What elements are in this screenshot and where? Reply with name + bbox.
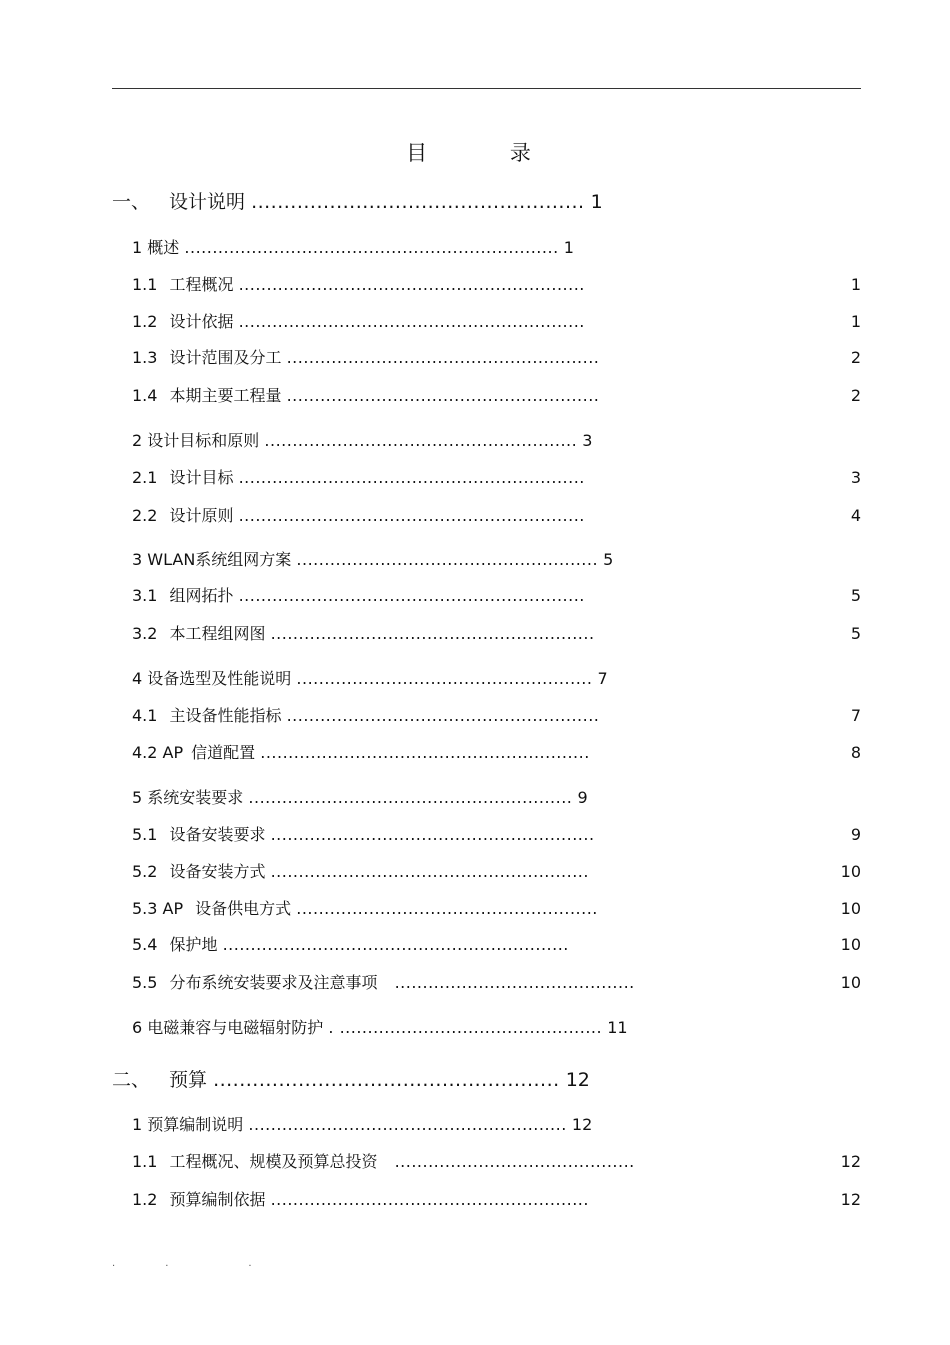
- toc-entry-page: 12: [840, 1152, 861, 1171]
- toc-entry-leader: ...........................................: [394, 973, 635, 992]
- toc-entry-subsection[interactable]: [132, 277, 585, 293]
- toc-entry-number: 2.2: [132, 506, 158, 525]
- toc-entry-leader: ..............................................................: [222, 935, 569, 954]
- toc-entry-number: 1.2: [132, 312, 158, 331]
- toc-entry-subsection[interactable]: [132, 937, 569, 953]
- toc-entry-number: 一、: [112, 191, 151, 213]
- toc-entry-text: 分布系统安装要求及注意事项: [169, 973, 378, 992]
- toc-entry-section[interactable]: [132, 1020, 628, 1036]
- toc-entry-page: 8: [850, 743, 861, 762]
- toc-entry-number: 2: [132, 431, 143, 450]
- toc-entry-section[interactable]: [132, 552, 613, 568]
- toc-entry-subsection[interactable]: [132, 827, 595, 843]
- toc-entry-text: 设备安装要求: [169, 825, 266, 844]
- toc-entry-page: 11: [607, 1018, 628, 1037]
- toc-entry-page: 2: [850, 386, 861, 405]
- toc-entry-number: 1: [132, 238, 143, 257]
- toc-title: 目 录: [406, 141, 569, 165]
- toc-entry-number: 4: [132, 669, 143, 688]
- toc-entry-text: 工程概况、规模及预算总投资: [169, 1152, 378, 1171]
- toc-entry-number: 4.2 AP: [132, 743, 184, 762]
- toc-entry-leader: ..............................................................: [238, 275, 585, 294]
- toc-entry-page: 2: [850, 348, 861, 367]
- toc-entry-leader: .........................................................: [270, 1190, 589, 1209]
- toc-entry-text: 本工程组网图: [169, 624, 266, 643]
- toc-entry-page: 7: [597, 669, 608, 688]
- toc-entry-text: 设计原则: [169, 506, 234, 525]
- toc-entry-leader: .....................................................: [296, 669, 593, 688]
- toc-entry-text: 主设备性能指标: [169, 706, 282, 725]
- toc-entry-leader: .........................................................: [270, 862, 589, 881]
- toc-entry-number: 5.1: [132, 825, 158, 844]
- toc-entry-page: 4: [850, 506, 861, 525]
- toc-entry-number: 1: [132, 1115, 143, 1134]
- toc-entry-page: 10: [840, 899, 861, 918]
- toc-entry-number: 3: [132, 550, 143, 569]
- toc-entry-page: 10: [840, 862, 861, 881]
- toc-entry-subsection[interactable]: [132, 470, 585, 486]
- toc-entry-section[interactable]: [132, 433, 592, 449]
- toc-entry-page: 1: [850, 275, 861, 294]
- toc-entry-leader: ..........................................................: [270, 624, 595, 643]
- toc-entry-number: 4.1: [132, 706, 158, 725]
- toc-entry-leader: ........................................................: [286, 386, 600, 405]
- toc-entry-page: 5: [850, 624, 861, 643]
- toc-entry-text: WLAN系统组网方案: [147, 550, 292, 569]
- toc-entry-text: 设备供电方式: [195, 899, 292, 918]
- toc-entry-text: 设备选型及性能说明: [147, 669, 292, 688]
- toc-entry-number: 5.3 AP: [132, 899, 184, 918]
- toc-entry-text: 概述: [147, 238, 180, 257]
- toc-entry-leader: ..........................................................: [270, 825, 595, 844]
- toc-entry-text: 预算: [169, 1069, 208, 1091]
- toc-entry-leader: ......................................................: [296, 550, 599, 569]
- toc-entry-page: 12: [571, 1115, 593, 1134]
- footer-mark: .: [165, 1258, 169, 1269]
- toc-entry-page: 12: [565, 1069, 590, 1091]
- toc-entry-text: 设计目标: [169, 468, 234, 487]
- toc-entry-text: 工程概况: [169, 275, 234, 294]
- toc-entry-number: 5.5: [132, 973, 158, 992]
- toc-entry-page: 7: [850, 706, 861, 725]
- toc-entry-text: 组网拓扑: [169, 586, 234, 605]
- toc-entry-leader: ........................................................: [286, 348, 600, 367]
- toc-entry-leader: ...........................................................: [260, 743, 590, 762]
- toc-entry-number: 3.2: [132, 624, 158, 643]
- toc-entry-number: 2.1: [132, 468, 158, 487]
- toc-entry-number: 1.1: [132, 275, 158, 294]
- toc-entry-page: 10: [840, 935, 861, 954]
- toc-entry-section[interactable]: [132, 790, 588, 806]
- toc-entry-number: 6: [132, 1018, 143, 1037]
- toc-entry-leader: ...................................................: [251, 191, 585, 213]
- toc-entry-number: 1.3: [132, 348, 158, 367]
- toc-entry-number: 二、: [112, 1069, 151, 1091]
- toc-entry-page: 1: [563, 238, 574, 257]
- toc-entry-text: 预算编制说明: [147, 1115, 244, 1134]
- toc-entry-subsection[interactable]: [132, 508, 585, 524]
- toc-entry-page: 1: [590, 191, 603, 213]
- toc-entry-text: 电磁兼容与电磁辐射防护: [147, 1018, 324, 1037]
- toc-entry-page: 3: [850, 468, 861, 487]
- toc-entry-subsection[interactable]: [132, 588, 585, 604]
- toc-entry-leader: ...................................................................: [184, 238, 559, 257]
- toc-entry-chapter[interactable]: [112, 1071, 590, 1090]
- toc-entry-subsection[interactable]: [132, 350, 599, 366]
- footer-marks: [112, 1258, 252, 1269]
- toc-entry-leader: .........................................................: [248, 1115, 567, 1134]
- toc-entry-section[interactable]: [132, 671, 608, 687]
- toc-entry-page: 5: [603, 550, 614, 569]
- toc-entry-page: 12: [840, 1190, 861, 1209]
- toc-entry-leader: ........................................................: [286, 706, 600, 725]
- toc-entry-subsection[interactable]: [132, 314, 585, 330]
- toc-entry-leader: . ...............................................: [328, 1018, 603, 1037]
- toc-entry-number: 5.4: [132, 935, 158, 954]
- toc-entry-chapter[interactable]: [112, 193, 603, 212]
- toc-entry-leader: ......................................................: [296, 899, 598, 918]
- toc-entry-number: 3.1: [132, 586, 158, 605]
- toc-entry-text: 设计说明: [169, 191, 246, 213]
- toc-entry-number: 5.2: [132, 862, 158, 881]
- toc-entry-subsection[interactable]: [132, 708, 599, 724]
- toc-entry-subsection[interactable]: [132, 745, 590, 761]
- toc-entry-section[interactable]: [132, 240, 574, 256]
- toc-entry-text: 系统安装要求: [147, 788, 244, 807]
- toc-entry-leader: ..........................................................: [248, 788, 573, 807]
- toc-entry-text: 设备安装方式: [169, 862, 266, 881]
- toc-entry-leader: ..............................................................: [238, 468, 585, 487]
- toc-entry-number: 1.1: [132, 1152, 158, 1171]
- toc-entry-subsection[interactable]: [132, 901, 598, 917]
- toc-entry-page: 9: [577, 788, 588, 807]
- toc-entry-text: 预算编制依据: [169, 1190, 266, 1209]
- toc-entry-text: 信道配置: [191, 743, 256, 762]
- toc-entry-subsection[interactable]: [132, 1192, 589, 1208]
- toc-entry-number: 5: [132, 788, 143, 807]
- toc-entry-text: 设计范围及分工: [169, 348, 282, 367]
- toc-entry-page: 3: [582, 431, 593, 450]
- toc-entry-subsection[interactable]: [132, 975, 635, 991]
- toc-entry-text: 设计依据: [169, 312, 234, 331]
- toc-entry-page: 5: [850, 586, 861, 605]
- toc-entry-text: 保护地: [169, 935, 218, 954]
- toc-entry-subsection[interactable]: [132, 626, 595, 642]
- toc-entry-subsection[interactable]: [132, 388, 599, 404]
- toc-entry-section[interactable]: [132, 1117, 592, 1133]
- toc-entry-leader: ..............................................................: [238, 312, 585, 331]
- toc-entry-text: 本期主要工程量: [169, 386, 282, 405]
- toc-entry-subsection[interactable]: [132, 864, 589, 880]
- footer-mark: .: [248, 1258, 252, 1269]
- toc-entry-page: 10: [840, 973, 861, 992]
- toc-entry-number: 1.2: [132, 1190, 158, 1209]
- toc-entry-page: 1: [850, 312, 861, 331]
- toc-entry-text: 设计目标和原则: [147, 431, 260, 450]
- header-rule: [112, 88, 861, 89]
- toc-entry-number: 1.4: [132, 386, 158, 405]
- toc-entry-subsection[interactable]: [132, 1154, 635, 1170]
- toc-entry-leader: .....................................................: [213, 1069, 560, 1091]
- toc-entry-leader: ..............................................................: [238, 506, 585, 525]
- toc-entry-page: 9: [850, 825, 861, 844]
- toc-entry-leader: ..............................................................: [238, 586, 585, 605]
- footer-mark: .: [112, 1258, 116, 1269]
- toc-entry-leader: ...........................................: [394, 1152, 635, 1171]
- toc-entry-leader: ........................................................: [264, 431, 578, 450]
